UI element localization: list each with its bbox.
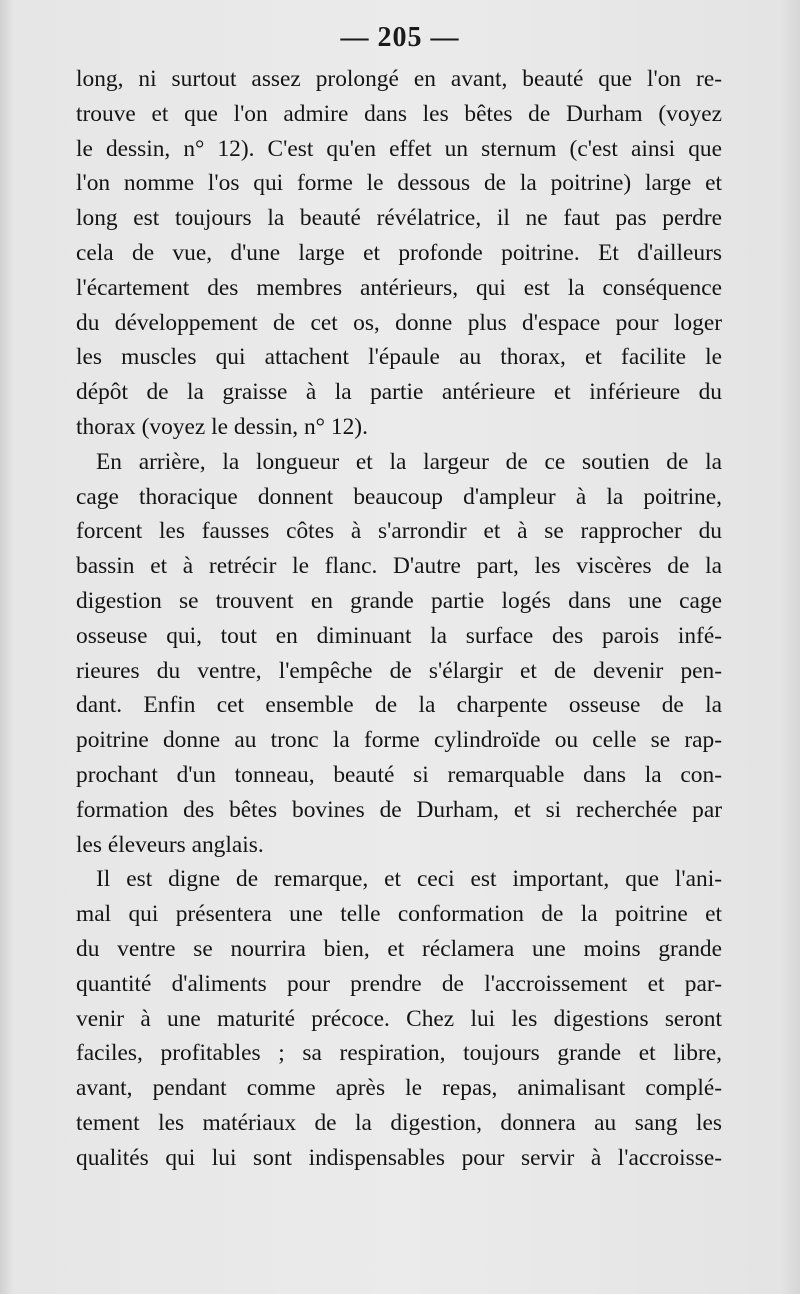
paragraph bbox=[76, 862, 722, 1175]
text-line: trouve et que l'on admire dans les bêtes de Durham (voyez bbox=[76, 100, 722, 127]
text-line: tement les matériaux de la digestion, donnera au sang les bbox=[76, 1109, 722, 1136]
text-line: avant, pendant comme après le repas, animalisant complé- bbox=[76, 1075, 722, 1102]
text-line: En arrière, la longueur et la largeur de ce soutien de la bbox=[96, 448, 722, 475]
text-line: osseuse qui, tout en diminuant la surface des parois infé- bbox=[76, 622, 722, 649]
text-line: bassin et à retrécir le flanc. D'autre part, les viscères de la bbox=[76, 553, 722, 580]
text-line: qualités qui lui sont indispensables pour servir à l'accroisse- bbox=[76, 1144, 722, 1171]
text-line: dant. Enfin cet ensemble de la charpente osseuse de la bbox=[76, 692, 722, 719]
text-line: le dessin, n° 12). C'est qu'en effet un sternum (c'est ainsi que bbox=[76, 135, 722, 162]
text-line: rieures du ventre, l'empêche de s'élargir et de devenir pen- bbox=[76, 657, 722, 684]
text-line: formation des bêtes bovines de Durham, et si recherchée par bbox=[76, 796, 722, 823]
text-line: long, ni surtout assez prolongé en avant, beauté que l'on re- bbox=[76, 66, 722, 92]
text-line: prochant d'un tonneau, beauté si remarquable dans la con- bbox=[76, 761, 722, 788]
text-line: venir à une maturité précoce. Chez lui les digestions seront bbox=[76, 1005, 722, 1032]
text-line: mal qui présentera une telle conformation de la poitrine et bbox=[76, 901, 722, 928]
text-line: cela de vue, d'une large et profonde poitrine. Et d'ailleurs bbox=[76, 239, 722, 266]
body-text bbox=[76, 62, 722, 1176]
text-line: les muscles qui attachent l'épaule au thorax, et facilite le bbox=[76, 344, 722, 371]
text-line: l'écartement des membres antérieurs, qui est la conséquence bbox=[76, 274, 722, 301]
page-number: — 205 — bbox=[340, 22, 460, 53]
text-line: poitrine donne au tronc la forme cylindroïde ou celle se rap- bbox=[76, 727, 722, 754]
text-line: dépôt de la graisse à la partie antérieure et inférieure du bbox=[76, 379, 722, 406]
text-line: Il est digne de remarque, et ceci est important, que l'ani- bbox=[96, 866, 722, 893]
paragraph bbox=[76, 62, 722, 445]
text-line: quantité d'aliments pour prendre de l'accroissement et par- bbox=[76, 970, 722, 997]
text-line: long est toujours la beauté révélatrice, il ne faut pas perdre bbox=[76, 205, 722, 232]
text-line: thorax (voyez le dessin, n° 12). bbox=[76, 413, 368, 440]
text-line: cage thoracique donnent beaucoup d'ampleur à la poitrine, bbox=[76, 483, 722, 510]
text-line: du ventre se nourrira bien, et réclamera une moins grande bbox=[76, 935, 722, 962]
text-line: digestion se trouvent en grande partie logés dans une cage bbox=[76, 587, 722, 614]
text-line: faciles, profitables ; sa respiration, toujours grande et libre, bbox=[76, 1040, 722, 1067]
text-line: forcent les fausses côtes à s'arrondir et à se rapprocher du bbox=[76, 518, 722, 545]
text-line: les éleveurs anglais. bbox=[76, 831, 264, 858]
text-line: l'on nomme l'os qui forme le dessous de la poitrine) large et bbox=[76, 170, 722, 197]
paragraph bbox=[76, 445, 722, 863]
text-line: du développement de cet os, donne plus d'espace pour loger bbox=[76, 309, 722, 336]
